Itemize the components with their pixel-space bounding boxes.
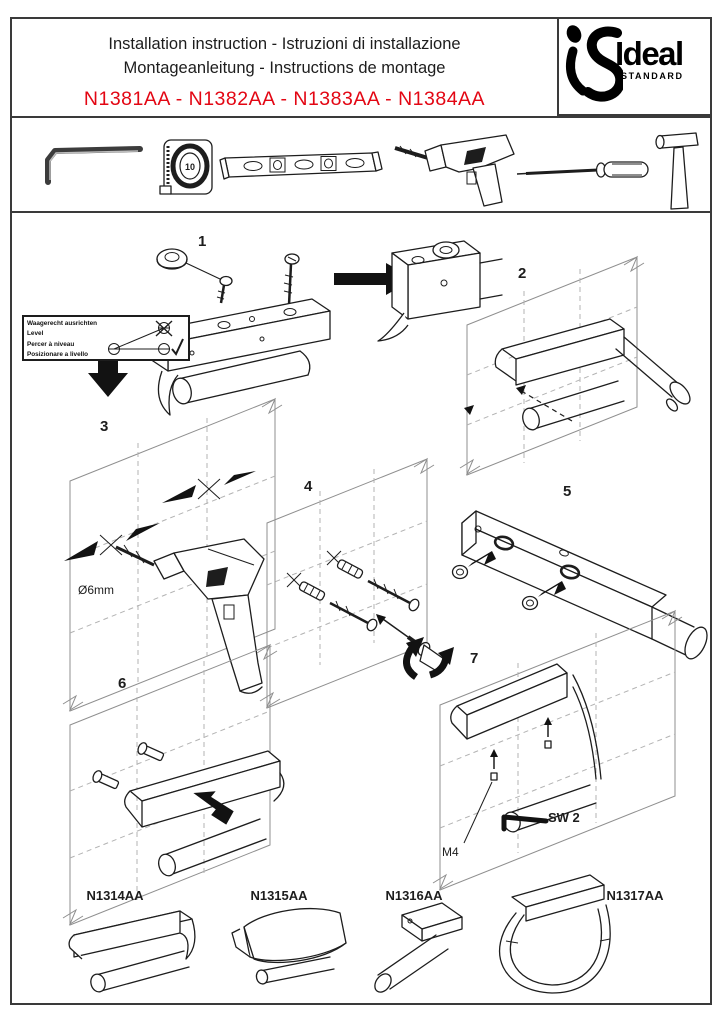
title-line-2: Montageanleitung - Instructions de montage bbox=[123, 58, 446, 77]
logo-sub-text: STANDARD bbox=[621, 71, 684, 81]
step-3-number: 3 bbox=[100, 418, 109, 435]
header bbox=[12, 19, 710, 118]
product-code-n1316aa: N1316AA bbox=[385, 888, 443, 903]
level-line-it: Posizionare a livello bbox=[27, 350, 89, 358]
drill-icon bbox=[395, 135, 514, 206]
title-line-1: Installation instruction - Istruzioni di installazione bbox=[108, 35, 461, 53]
step-6-number: 6 bbox=[118, 675, 127, 692]
tape-measure-label: 10 bbox=[184, 162, 196, 172]
diagram-step-5 bbox=[453, 511, 711, 662]
sheet-frame bbox=[10, 17, 712, 1005]
step-5-number: 5 bbox=[563, 483, 572, 500]
diagram-step-4 bbox=[260, 459, 454, 708]
model-numbers: N1381AA - N1382AA - N1383AA - N1384AA bbox=[83, 87, 486, 110]
diagram-step-2 bbox=[460, 257, 694, 475]
step-2-number: 2 bbox=[518, 265, 527, 282]
logo-brand-text: Ideal bbox=[615, 35, 683, 72]
diagram-step-3 bbox=[63, 399, 282, 711]
level-instruction-box bbox=[22, 315, 190, 361]
spirit-level-icon bbox=[220, 152, 382, 179]
diagram-step-1 bbox=[150, 241, 502, 415]
product-n1316aa bbox=[372, 903, 462, 995]
level-line-fr: Percer à niveau bbox=[27, 340, 75, 348]
allen-key-icon bbox=[48, 149, 140, 182]
level-diagram-icon bbox=[102, 319, 186, 359]
tools-strip bbox=[12, 118, 710, 213]
step-4-number: 4 bbox=[304, 478, 313, 495]
level-line-de: Waagerecht ausrichten bbox=[27, 320, 98, 327]
product-n1314aa bbox=[69, 911, 195, 994]
drill-diameter-label: Ø6mm bbox=[78, 583, 114, 597]
level-line-en: Level bbox=[27, 330, 44, 338]
product-n1315aa bbox=[232, 909, 346, 985]
hammer-icon bbox=[656, 133, 698, 209]
step-7-number: 7 bbox=[470, 650, 479, 667]
product-code-n1314aa: N1314AA bbox=[86, 888, 144, 903]
product-code-n1315aa: N1315AA bbox=[250, 888, 308, 903]
screwdriver-icon bbox=[517, 162, 648, 177]
hex-key-size-label: SW 2 bbox=[548, 810, 580, 825]
screw-size-label: M4 bbox=[442, 845, 459, 859]
step-1-number: 1 bbox=[198, 233, 207, 250]
logo-monogram-icon bbox=[559, 19, 623, 109]
brand-logo bbox=[557, 19, 710, 116]
product-code-n1317aa: N1317AA bbox=[606, 888, 664, 903]
tape-measure-icon bbox=[160, 140, 212, 194]
title-block bbox=[22, 33, 547, 111]
